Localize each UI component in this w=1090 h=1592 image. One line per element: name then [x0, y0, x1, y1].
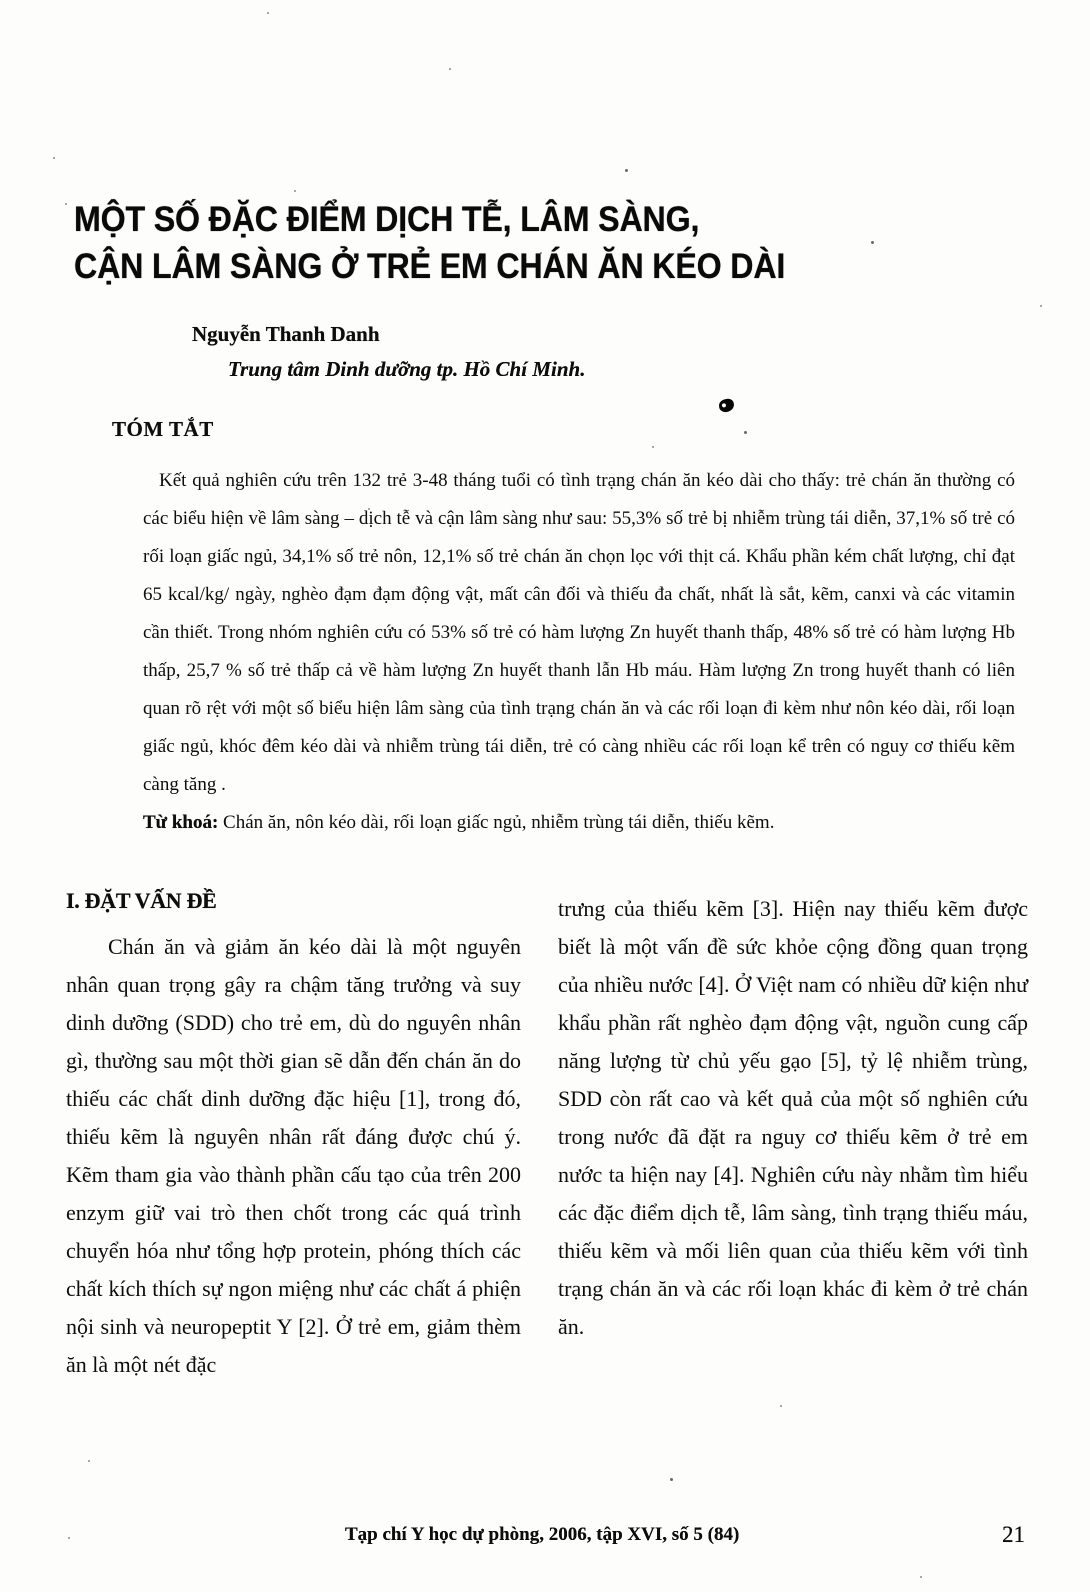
- scan-speckle: [294, 190, 296, 192]
- footer-journal: Tạp chí Y học dự phòng, 2006, tập XVI, số 5 (84): [345, 1524, 740, 1545]
- body-column-right-text: trưng của thiếu kẽm [3]. Hiện nay thiếu kẽm được biết là một vấn đề sức khỏe cộng đồng quan trọng của nhiều nước [4]. Ở Việt nam có nhiều dữ kiện như khẩu phần rất nghèo đạm động vật, nguồn cung cấp năng lượng từ chủ yếu gạo [5], tỷ lệ nhiễm trùng, SDD còn rất cao và kết quả của một số nghiên cứu trong nước đã đặt ra nguy cơ thiếu kẽm ở trẻ em nước ta hiện nay [4]. Nghiên cứu này nhằm tìm hiểu các đặc điểm dịch tễ, lâm sàng, tình trạng thiếu máu, thiếu kẽm và mối liên quan của thiếu kẽm với tình trạng chán ăn và các rối loạn khác đi kèm ở trẻ chán ăn.: [558, 896, 1028, 1339]
- page-number: 21: [1002, 1522, 1025, 1547]
- scan-speckle: [744, 431, 747, 434]
- scan-speckle: [920, 1576, 922, 1578]
- scan-speckle: [670, 1478, 673, 1481]
- abstract-text: Kết quả nghiên cứu trên 132 trẻ 3-48 tháng tuổi có tình trạng chán ăn kéo dài cho thấy: trẻ chán ăn thường có các biểu hiện về lâm sàng – dịch tễ và cận lâm sàng như sau: 55,3% số trẻ bị nhiễm trùng tái diễn, 37,1% số trẻ có rối loạn giấc ngủ, 34,1% số trẻ nôn, 12,1% số trẻ chán ăn chọn lọc với thịt cá. Khẩu phần kém chất lượng, chỉ đạt 65 kcal/kg/ ngày, nghèo đạm đạm động vật, mất cân đối và thiếu đa chất, nhất là sắt, kẽm, canxi và các vitamin cần thiết. Trong nhóm nghiên cứu có 53% số trẻ có hàm lượng Zn huyết thanh thấp, 48% số trẻ có hàm lượng Hb thấp, 25,7 % số trẻ thấp cả về hàm lượng Zn huyết thanh lẫn Hb máu. Hàm lượng Zn trong huyết thanh có liên quan rõ rệt với một số biểu hiện lâm sàng của tình trạng chán ăn và các rối loạn đi kèm như nôn kéo dài, rối loạn giấc ngủ, khóc đêm kéo dài và nhiễm trùng tái diễn, trẻ có càng nhiều các rối loạn kể trên có nguy cơ thiếu kẽm càng tăng .: [143, 470, 1015, 795]
- scan-speckle: [652, 446, 654, 448]
- scan-speckle: [53, 157, 55, 159]
- keywords-line: [143, 804, 1015, 842]
- body-column-right: [558, 890, 1028, 1346]
- section-heading-intro: I. ĐẶT VẤN ĐỀ: [66, 888, 217, 913]
- scan-speckle: [65, 203, 67, 205]
- scan-speckle: [68, 1537, 70, 1539]
- keywords-text: Chán ăn, nôn kéo dài, rối loạn giấc ngủ, nhiễm trùng tái diễn, thiếu kẽm.: [223, 812, 775, 833]
- paper-title: [74, 196, 957, 290]
- paper-title-line1: MỘT SỐ ĐẶC ĐIỂM DỊCH TỄ, LÂM SÀNG,: [74, 200, 700, 239]
- author-affiliation: Trung tâm Dinh dưỡng tp. Hồ Chí Minh.: [228, 357, 586, 381]
- scan-speckle: [449, 68, 451, 70]
- body-column-left-text: Chán ăn và giảm ăn kéo dài là một nguyên nhân quan trọng gây ra chậm tăng trưởng và suy dinh dưỡng (SDD) cho trẻ em, dù do nguyên nhân gì, thường sau một thời gian sẽ dẫn đến chán ăn do thiếu các chất dinh dưỡng đặc hiệu [1], trong đó, thiếu kẽm là nguyên nhân rất đáng được chú ý. Kẽm tham gia vào thành phần cấu tạo của trên 200 enzym giữ vai trò then chốt trong các quá trình chuyển hóa như tổng hợp protein, phóng thích các chất kích thích sự ngon miệng như các chất á phiện nội sinh và neuropeptit Y [2]. Ở trẻ em, giảm thèm ăn là một nét đặc: [66, 934, 521, 1377]
- scan-speckle: [780, 1405, 782, 1407]
- scan-speckle: [1040, 305, 1042, 307]
- abstract-block: [143, 462, 1015, 842]
- abstract-heading: TÓM TẮT: [112, 417, 214, 441]
- ink-blot-artifact: [718, 398, 735, 413]
- paper-title-line2: CẬN LÂM SÀNG Ở TRẺ EM CHÁN ĂN KÉO DÀI: [74, 247, 786, 286]
- scan-speckle: [625, 169, 628, 172]
- scan-speckle: [267, 12, 269, 14]
- body-column-left: [66, 928, 521, 1384]
- keywords-label: Từ khoá:: [143, 812, 219, 833]
- author-name: Nguyễn Thanh Danh: [192, 322, 380, 346]
- scan-speckle: [88, 1460, 90, 1462]
